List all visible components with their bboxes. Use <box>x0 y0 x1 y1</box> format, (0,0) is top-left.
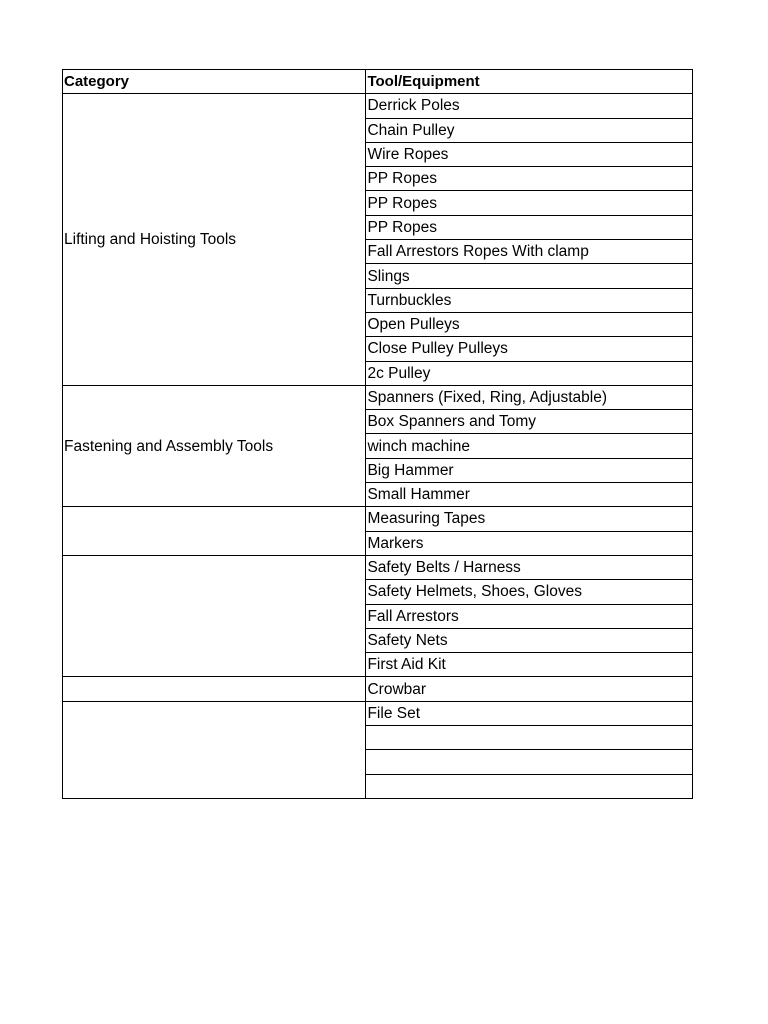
tool-cell: Turnbuckles <box>366 288 693 312</box>
table-body <box>63 94 693 799</box>
header-tool-equipment: Tool/Equipment <box>366 70 693 94</box>
tool-cell: Spanners (Fixed, Ring, Adjustable) <box>366 385 693 409</box>
table-row <box>63 507 693 531</box>
header-row <box>63 70 693 94</box>
tool-cell <box>366 750 693 774</box>
tool-cell: PP Ropes <box>366 191 693 215</box>
tool-cell: First Aid Kit <box>366 653 693 677</box>
tool-cell: Chain Pulley <box>366 118 693 142</box>
tool-cell: Open Pulleys <box>366 312 693 336</box>
tool-cell <box>366 726 693 750</box>
tool-cell: Big Hammer <box>366 458 693 482</box>
tool-cell: Close Pulley Pulleys <box>366 337 693 361</box>
tool-cell: Safety Helmets, Shoes, Gloves <box>366 580 693 604</box>
tool-cell: Box Spanners and Tomy <box>366 410 693 434</box>
tool-cell: PP Ropes <box>366 215 693 239</box>
tool-cell: Crowbar <box>366 677 693 701</box>
tool-cell: Safety Nets <box>366 628 693 652</box>
category-cell <box>63 677 366 701</box>
tool-cell: PP Ropes <box>366 167 693 191</box>
table-row <box>63 701 693 725</box>
tool-cell: Derrick Poles <box>366 94 693 118</box>
tool-cell: Safety Belts / Harness <box>366 555 693 579</box>
tool-cell: Fall Arrestors Ropes With clamp <box>366 240 693 264</box>
category-cell: Fastening and Assembly Tools <box>63 385 366 506</box>
header-category: Category <box>63 70 366 94</box>
tool-cell: Small Hammer <box>366 483 693 507</box>
tool-cell: File Set <box>366 701 693 725</box>
tool-cell: winch machine <box>366 434 693 458</box>
tool-cell: 2c Pulley <box>366 361 693 385</box>
tool-cell: Fall Arrestors <box>366 604 693 628</box>
category-cell <box>63 555 366 676</box>
tool-cell: Wire Ropes <box>366 142 693 166</box>
category-cell <box>63 701 366 798</box>
category-cell: Lifting and Hoisting Tools <box>63 94 366 386</box>
table-row <box>63 94 693 118</box>
table-row <box>63 385 693 409</box>
tool-cell <box>366 774 693 798</box>
tool-cell: Measuring Tapes <box>366 507 693 531</box>
equipment-table <box>62 69 693 799</box>
table-row <box>63 555 693 579</box>
tool-cell: Markers <box>366 531 693 555</box>
table-row <box>63 677 693 701</box>
tool-cell: Slings <box>366 264 693 288</box>
category-cell <box>63 507 366 556</box>
